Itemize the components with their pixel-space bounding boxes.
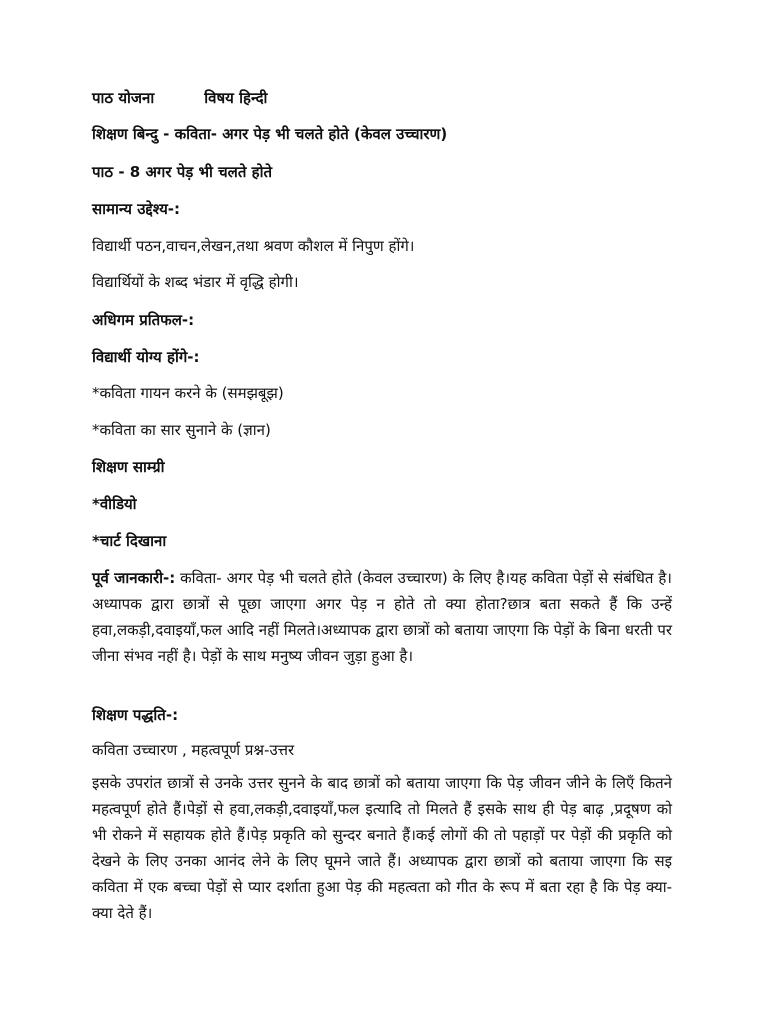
general-objective-heading: सामान्य उद्देश्य-: bbox=[92, 200, 181, 218]
prior-knowledge-paragraph bbox=[92, 565, 672, 669]
learning-outcome-subheading: विद्यार्थी योग्य होंगे-: bbox=[92, 348, 200, 366]
teaching-material-heading: शिक्षण साम्ग्री bbox=[92, 458, 165, 476]
material-item: *चार्ट दिखाना bbox=[92, 532, 167, 550]
closing-paragraph: इसके उपरांत छात्रों से उनके उत्तर सुनने के बाद छात्रों को बताया जाएगा कि पेड़ जीवन जीने के लिएँ कितने महत्वपूर्ण होते हैं।पेड़ों से हवा,लकड़ी,दवाइयाँ,फल इत्यादि तो मिलते हैं इसके साथ ही पेड़ बाढ़ ,प्रदूषण को भी रोकने में सहायक होते हैं।पेड़ प्रकृति को सुन्दर बनाते हैं।कई लोगों की तो पहाड़ों पर पेड़ों की प्रकृति को देखने के लिए उनका आनंद लेने के लिए घूमने जाते हैं। अध्यापक द्वारा छात्रों को बताया जाएगा कि सइ कविता में एक बच्चा पेड़ों से प्यार दर्शाता हुआ पेड़ की महत्वता को गीत के रूप में बता रहा है कि पेड़ क्या-क्या देते हैं। bbox=[92, 774, 672, 922]
title-row bbox=[92, 88, 267, 108]
prior-knowledge-heading: पूर्व जानकारी-: bbox=[92, 569, 176, 587]
teaching-point: शिक्षण बिन्दु - कविता- अगर पेड़ भी चलते होते (केवल उच्चारण) bbox=[92, 125, 448, 143]
learning-outcome-heading: अधिगम प्रतिफल-: bbox=[92, 311, 195, 329]
teaching-method-heading: शिक्षण पद्धति-: bbox=[92, 706, 179, 724]
lesson-plan-label: पाठ योजना bbox=[92, 89, 155, 107]
prior-knowledge-text: कविता- अगर पेड़ भी चलते होते (केवल उच्चारण) के लिए है।यह कविता पेड़ों से संबंधित है।अध्यापक द्वारा छात्रों से पूछा जाएगा अगर पेड़ न होते तो क्या होता?छात्र बता सकते हैं कि उन्हें हवा,लकड़ी,दवाइयाँ,फल आदि नहीं मिलते।अध्यापक द्वारा छात्रों को बताया जाएगा कि पेड़ों के बिना धरती पर जीना संभव नहीं है। पेड़ों के साथ मनुष्य जीवन जुड़ा हुआ है। bbox=[92, 569, 672, 665]
subject-label: विषय हिन्दी bbox=[204, 89, 268, 107]
objective-item: विद्यार्थी पठन,वाचन,लेखन,तथा श्रवण कौशल में निपुण होंगे। bbox=[92, 237, 415, 255]
objective-item: विद्यार्थियों के शब्द भंडार में वृद्धि होगी। bbox=[92, 273, 299, 291]
teaching-method-text: कविता उच्चारण , महत्वपूर्ण प्रश्न-उत्तर bbox=[92, 741, 295, 759]
lesson-title: पाठ - 8 अगर पेड़ भी चलते होते bbox=[92, 163, 272, 181]
material-item: *वीडियो bbox=[92, 495, 137, 513]
outcome-item: *कविता का सार सुनाने के (ज्ञान) bbox=[92, 421, 271, 439]
outcome-item: *कविता गायन करने के (समझबूझ) bbox=[92, 384, 284, 402]
